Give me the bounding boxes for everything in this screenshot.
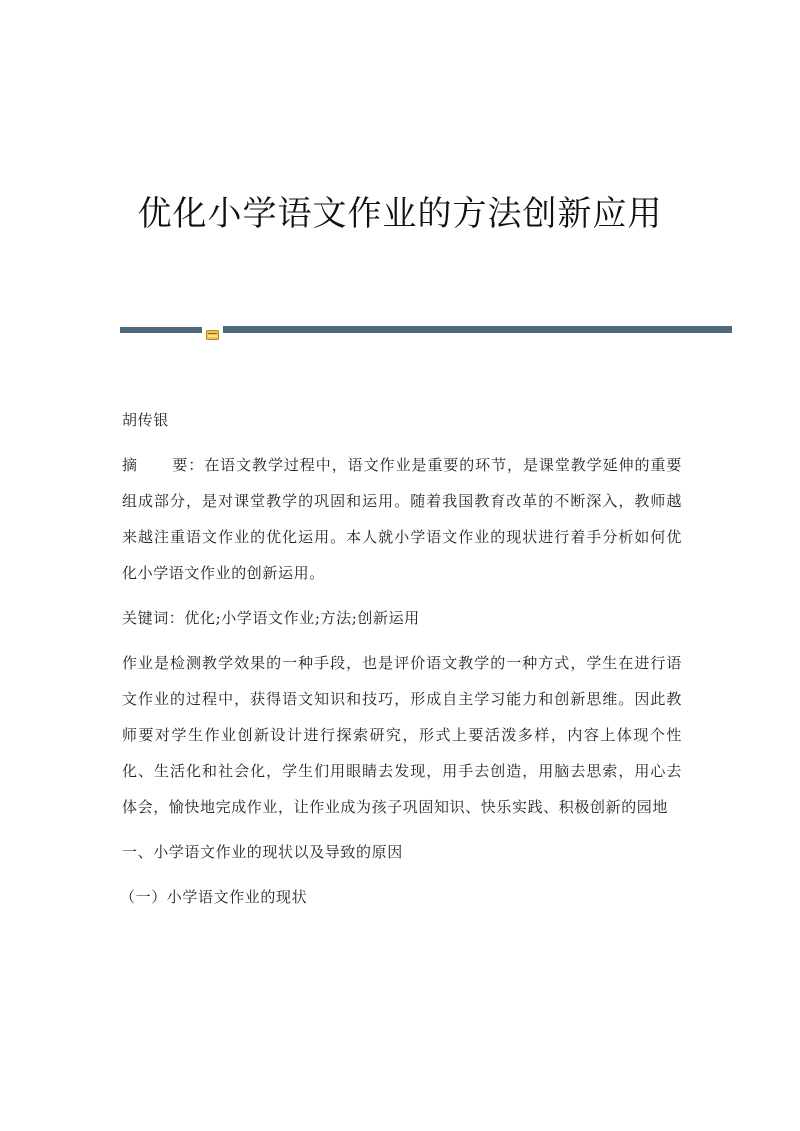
document-body [122,402,682,915]
document-title: 优化小学语文作业的方法创新应用 [137,194,663,234]
author-name: 胡传银 [122,411,169,429]
body-paragraph: 作业是检测教学效果的一种手段，也是评价语文教学的一种方式，学生在进行语文作业的过程中，获得语文知识和技巧，形成自主学习能力和创新思维。因此教师要对学生作业创新设计进行探索研究，形式上要活泼多样，内容上体现个性化、生活化和社会化，学生们用眼睛去发现，用手去创造，用脑去思索，用心去体会，愉快地完成作业，让作业成为孩子巩固知识、快乐实践、积极创新的园地 [122,654,682,816]
divider-bar-right [223,326,732,333]
abstract-paragraph [122,447,682,591]
subsection-heading: （一）小学语文作业的现状 [120,888,308,906]
book-ornament-icon [206,325,219,335]
abstract-text: 在语文教学过程中，语文作业是重要的环节，是课堂教学延伸的重要组成部分，是对课堂教学的巩固和运用。随着我国教育改革的不断深入，教师越来越注重语文作业的优化运用。本人就小学语文作业的现状进行着手分析如何优化小学语文作业的创新运用。 [122,456,682,582]
section-heading: 一、小学语文作业的现状以及导致的原因 [122,843,403,861]
title-divider [120,325,732,333]
keywords-line: 关键词：优化;小学语文作业;方法;创新运用 [122,609,420,627]
abstract-label-char2: 要： [172,456,205,474]
divider-bar-left [120,327,202,333]
abstract-label-char1: 摘 [122,456,138,474]
